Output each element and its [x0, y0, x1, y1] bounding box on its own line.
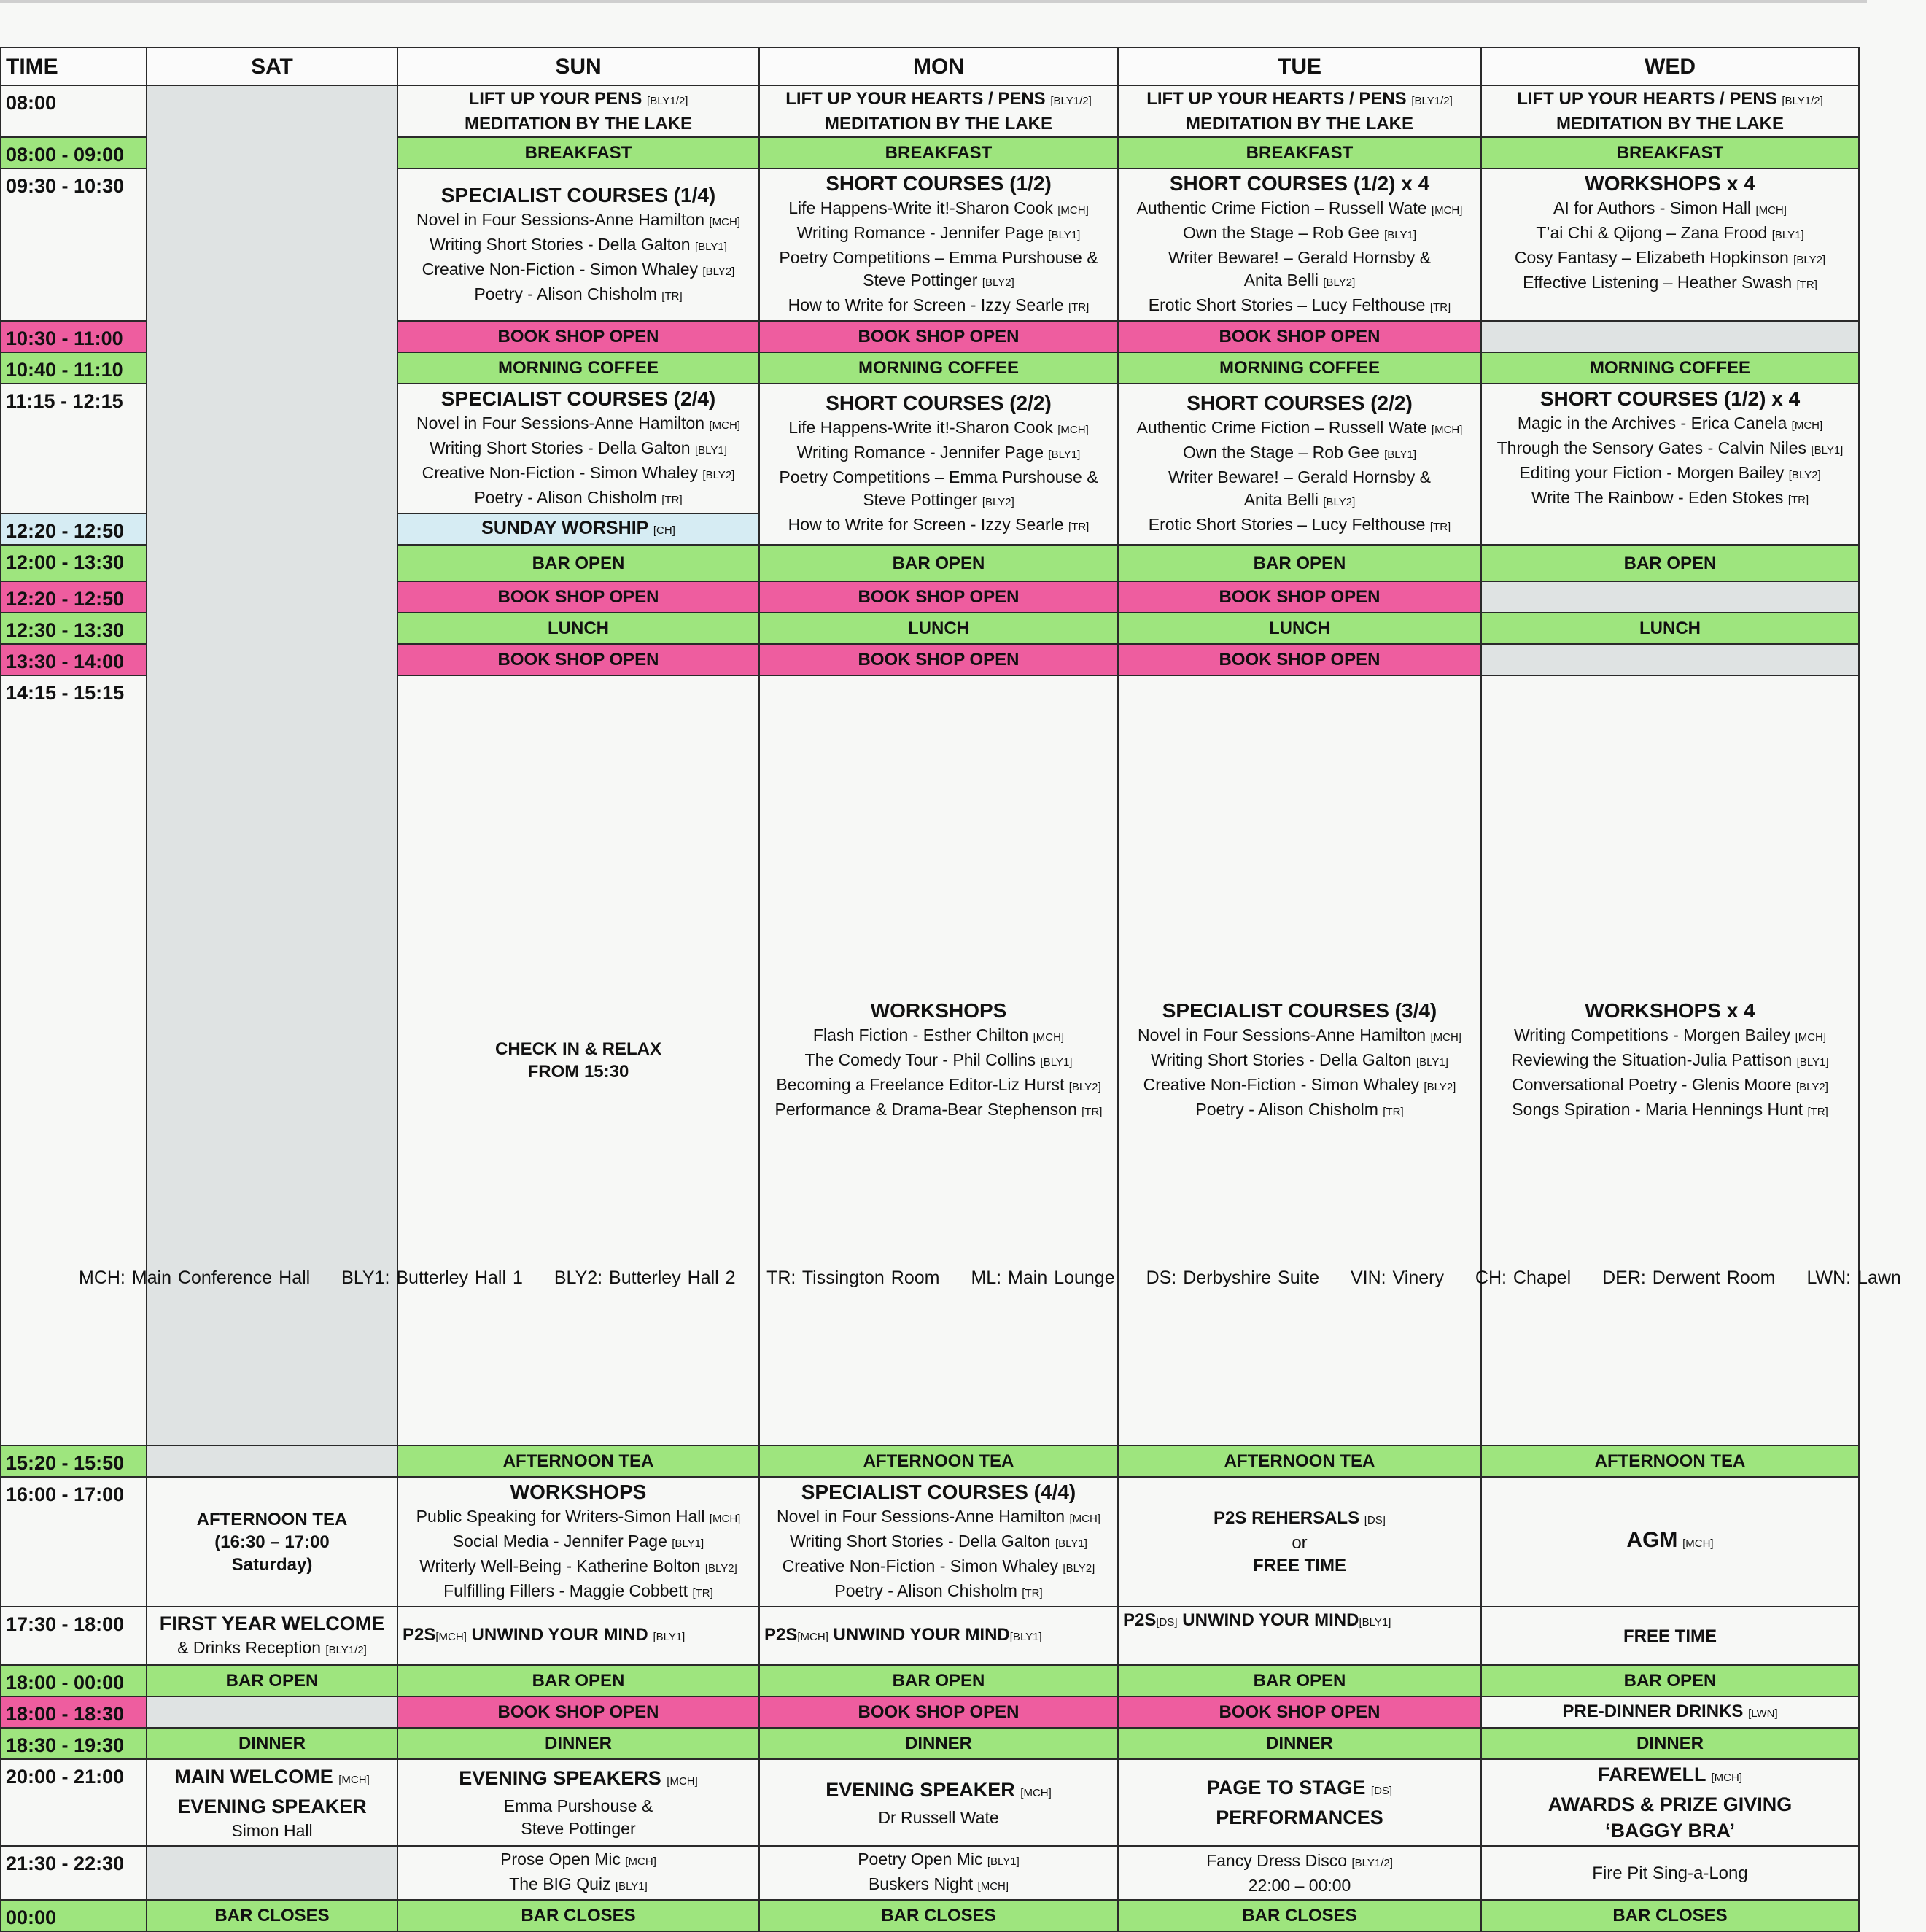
sat-empty-cell	[147, 1846, 397, 1900]
sun-bar-closes: BAR CLOSES	[397, 1900, 759, 1931]
tue-book-shop: BOOK SHOP OPEN	[1118, 644, 1481, 675]
time-cell: 12:00 - 13:30	[1, 545, 147, 581]
sun-spec-2-cell: SPECIALIST COURSES (2/4) Novel in Four Sessions-Anne Hamilton [MCH] Writing Short Stories - Della Galton [BLY1] Creative Non-Fiction - Simon Whaley [BLY2] Poetry - Alison Chisholm [TR]	[397, 384, 759, 513]
wed-pre-dinner-drinks: PRE-DINNER DRINKS [LWN]	[1481, 1696, 1859, 1728]
time-cell: 14:15 - 15:15	[1, 675, 147, 1446]
wed-fire-pit-cell: Fire Pit Sing-a-Long	[1481, 1846, 1859, 1900]
legend-item: BLY1: Butterley Hall 1	[341, 1268, 523, 1288]
wed-free-time-cell: FREE TIME	[1481, 1607, 1859, 1665]
time-cell: 12:20 - 12:50	[1, 581, 147, 613]
mon-afternoon-tea: AFTERNOON TEA	[759, 1446, 1118, 1477]
legend-item: VIN: Vinery	[1350, 1268, 1444, 1288]
wed-bar-open: BAR OPEN	[1481, 545, 1859, 581]
tue-short-1-cell: SHORT COURSES (1/2) x 4 Authentic Crime Fiction – Russell Wate [MCH] Own the Stage – Rob Gee [BLY1] Writer Beware! – Gerald Hornsby & Anita Belli [BLY2] Erotic Short Stories – Lucy Felthouse [TR]	[1118, 168, 1481, 321]
tue-coffee: MORNING COFFEE	[1118, 352, 1481, 384]
time-cell: 21:30 - 22:30	[1, 1846, 147, 1900]
mon-coffee: MORNING COFFEE	[759, 352, 1118, 384]
sun-book-shop: BOOK SHOP OPEN	[397, 581, 759, 613]
legend-item: DER: Derwent Room	[1602, 1268, 1776, 1288]
mon-bar-open: BAR OPEN	[759, 545, 1118, 581]
sun-workshops-2-cell: WORKSHOPS Public Speaking for Writers-Simon Hall [MCH] Social Media - Jennifer Page [BLY1] Writerly Well-Being - Katherine Bolton [BLY2] Fulfilling Fillers - Maggie Cobbett [TR]	[397, 1477, 759, 1607]
tue-bar-open: BAR OPEN	[1118, 545, 1481, 581]
time-cell: 08:00	[1, 85, 147, 137]
mon-lunch: LUNCH	[759, 613, 1118, 644]
sun-afternoon-tea: AFTERNOON TEA	[397, 1446, 759, 1477]
legend-item: LWN: Lawn	[1806, 1268, 1901, 1288]
time-cell: 12:30 - 13:30	[1, 613, 147, 644]
mon-bar-closes: BAR CLOSES	[759, 1900, 1118, 1931]
sat-main-welcome-cell: MAIN WELCOME [MCH] EVENING SPEAKER Simon Hall	[147, 1759, 397, 1846]
sun-evening-speakers-cell: EVENING SPEAKERS [MCH] Emma Purshouse & Steve Pottinger	[397, 1759, 759, 1846]
sun-lunch: LUNCH	[397, 613, 759, 644]
tue-bar-closes: BAR CLOSES	[1118, 1900, 1481, 1931]
time-cell: 15:20 - 15:50	[1, 1446, 147, 1477]
row-0000	[1, 1900, 1859, 1931]
tue-bar-open: BAR OPEN	[1118, 1665, 1481, 1696]
sat-bar-open: BAR OPEN	[147, 1665, 397, 1696]
tue-workshops-cell: WORKSHOPS x 4 Writing Competitions - Morgen Bailey [MCH] Reviewing the Situation-Julia Pattison [BLY1] Conversational Poetry - Glenis Moore [BLY2] Songs Spiration - Maria Hennings Hunt [TR]	[1481, 675, 1859, 1446]
mon-lift-cell: LIFT UP YOUR HEARTS / PENS [BLY1/2] MEDITATION BY THE LAKE	[759, 85, 1118, 137]
legend-item: ML: Main Lounge	[971, 1268, 1115, 1288]
mon-breakfast: BREAKFAST	[759, 137, 1118, 168]
mon-spec-4-cell: SPECIALIST COURSES (4/4) Novel in Four Sessions-Anne Hamilton [MCH] Writing Short Stories - Della Galton [BLY1] Creative Non-Fiction - Simon Whaley [BLY2] Poetry - Alison Chisholm [TR]	[759, 1477, 1118, 1607]
time-cell: 18:30 - 19:30	[1, 1728, 147, 1759]
wed-lift-cell: LIFT UP YOUR HEARTS / PENS [BLY1/2] MEDITATION BY THE LAKE	[1481, 85, 1859, 137]
wed-afternoon-tea: AFTERNOON TEA	[1481, 1446, 1859, 1477]
sun-lift-cell: LIFT UP YOUR PENS [BLY1/2] MEDITATION BY THE LAKE	[397, 85, 759, 137]
row-1730	[1, 1607, 1859, 1665]
tue-lunch: LUNCH	[1118, 613, 1481, 644]
room-legend	[79, 1268, 1926, 1289]
row-2000	[1, 1759, 1859, 1846]
wed-empty-cell	[1481, 321, 1859, 352]
sun-late-cell: Prose Open Mic [MCH] The BIG Quiz [BLY1]	[397, 1846, 759, 1900]
schedule-table	[0, 47, 1860, 1932]
row-1800a	[1, 1665, 1859, 1696]
top-edge	[0, 0, 1867, 3]
mon-dinner: DINNER	[759, 1728, 1118, 1759]
row-1830	[1, 1728, 1859, 1759]
legend-item: TR: Tissington Room	[766, 1268, 940, 1288]
mon-book-shop: BOOK SHOP OPEN	[759, 321, 1118, 352]
time-cell: 10:30 - 11:00	[1, 321, 147, 352]
mon-evening-speaker-cell: EVENING SPEAKER [MCH] Dr Russell Wate	[759, 1759, 1118, 1846]
wed-short-1-cell: SHORT COURSES (1/2) x 4 Magic in the Archives - Erica Canela [MCH] Through the Sensory Gates - Calvin Niles [BLY1] Editing your Fiction - Morgen Bailey [BLY2] Write The Rainbow - Eden Stokes [TR]	[1481, 384, 1859, 545]
sat-check-in-cell: CHECK IN & RELAX FROM 15:30	[397, 675, 759, 1446]
wed-empty-cell	[1481, 581, 1859, 613]
time-cell: 10:40 - 11:10	[1, 352, 147, 384]
row-1800b	[1, 1696, 1859, 1728]
legend-item: MCH: Main Conference Hall	[79, 1268, 311, 1288]
time-cell: 00:00	[1, 1900, 147, 1931]
sat-bar-closes: BAR CLOSES	[147, 1900, 397, 1931]
tue-dinner: DINNER	[1118, 1728, 1481, 1759]
tue-lift-cell: LIFT UP YOUR HEARTS / PENS [BLY1/2] MEDITATION BY THE LAKE	[1118, 85, 1481, 137]
mon-book-shop: BOOK SHOP OPEN	[759, 581, 1118, 613]
row-1600	[1, 1477, 1859, 1607]
tue-page-to-stage-cell: PAGE TO STAGE [DS] PERFORMANCES	[1118, 1759, 1481, 1846]
sun-spec-1-cell: SPECIALIST COURSES (1/4) Novel in Four Sessions-Anne Hamilton [MCH] Writing Short Stories - Della Galton [BLY1] Creative Non-Fiction - Simon Whaley [BLY2] Poetry - Alison Chisholm [TR]	[397, 168, 759, 321]
sat-dinner: DINNER	[147, 1728, 397, 1759]
row-1520	[1, 1446, 1859, 1477]
mon-book-shop: BOOK SHOP OPEN	[759, 644, 1118, 675]
mon-spec-3-cell: SPECIALIST COURSES (3/4) Novel in Four Sessions-Anne Hamilton [MCH] Writing Short Stories - Della Galton [BLY1] Creative Non-Fiction - Simon Whaley [BLY2] Poetry - Alison Chisholm [TR]	[1118, 675, 1481, 1446]
wed-bar-open: BAR OPEN	[1481, 1665, 1859, 1696]
sun-book-shop: BOOK SHOP OPEN	[397, 1696, 759, 1728]
legend-item: DS: Derbyshire Suite	[1146, 1268, 1320, 1288]
wed-agm-cell: AGM [MCH]	[1481, 1477, 1859, 1607]
row-0800	[1, 85, 1859, 137]
header-sat: SAT	[147, 47, 397, 85]
sun-workshops-cell: WORKSHOPS Flash Fiction - Esther Chilton [MCH] The Comedy Tour - Phil Collins [BLY1] Becoming a Freelance Editor-Liz Hurst [BLY2] Performance & Drama-Bear Stephenson [TR]	[759, 675, 1118, 1446]
tue-book-shop: BOOK SHOP OPEN	[1118, 581, 1481, 613]
time-cell: 12:20 - 12:50	[1, 513, 147, 545]
sun-breakfast: BREAKFAST	[397, 137, 759, 168]
header-sun: SUN	[397, 47, 759, 85]
sun-worship: SUNDAY WORSHIP [CH]	[397, 513, 759, 545]
tue-book-shop: BOOK SHOP OPEN	[1118, 1696, 1481, 1728]
time-cell: 18:00 - 00:00	[1, 1665, 147, 1696]
wed-coffee: MORNING COFFEE	[1481, 352, 1859, 384]
mon-short-1-cell: SHORT COURSES (1/2) Life Happens-Write it!-Sharon Cook [MCH] Writing Romance - Jennifer Page [BLY1] Poetry Competitions – Emma Purshouse & Steve Pottinger [BLY2] How to Write for Screen - Izzy Searle [TR]	[759, 168, 1118, 321]
wed-bar-closes: BAR CLOSES	[1481, 1900, 1859, 1931]
sun-bar-open: BAR OPEN	[397, 1665, 759, 1696]
mon-short-2-cell: SHORT COURSES (2/2) Life Happens-Write it!-Sharon Cook [MCH] Writing Romance - Jennifer Page [BLY1] Poetry Competitions – Emma Purshouse & Steve Pottinger [BLY2] How to Write for Screen - Izzy Searle [TR]	[759, 384, 1118, 545]
mon-bar-open: BAR OPEN	[759, 1665, 1118, 1696]
time-cell: 17:30 - 18:00	[1, 1607, 147, 1665]
sat-afternoon-tea-cell: AFTERNOON TEA (16:30 – 17:00 Saturday)	[147, 1477, 397, 1607]
wed-workshops-cell: WORKSHOPS x 4 AI for Authors - Simon Hall [MCH] T’ai Chi & Qijong – Zana Frood [BLY1] Cosy Fantasy – Elizabeth Hopkinson [BLY2] Effective Listening – Heather Swash [TR]	[1481, 168, 1859, 321]
time-cell: 11:15 - 12:15	[1, 384, 147, 513]
sun-unwind-cell: P2S[MCH] UNWIND YOUR MIND [BLY1]	[397, 1607, 759, 1665]
time-cell: 20:00 - 21:00	[1, 1759, 147, 1846]
sat-empty-cell	[147, 85, 397, 1446]
wed-empty-cell	[1481, 644, 1859, 675]
sun-dinner: DINNER	[397, 1728, 759, 1759]
wed-breakfast: BREAKFAST	[1481, 137, 1859, 168]
sat-empty-cell	[147, 1696, 397, 1728]
sun-book-shop: BOOK SHOP OPEN	[397, 321, 759, 352]
mon-late-cell: Poetry Open Mic [BLY1] Buskers Night [MCH]	[759, 1846, 1118, 1900]
sat-first-year-cell: FIRST YEAR WELCOME & Drinks Reception [BLY1/2]	[147, 1607, 397, 1665]
tue-afternoon-tea: AFTERNOON TEA	[1118, 1446, 1481, 1477]
time-cell: 09:30 - 10:30	[1, 168, 147, 321]
tue-book-shop: BOOK SHOP OPEN	[1118, 321, 1481, 352]
sun-book-shop: BOOK SHOP OPEN	[397, 644, 759, 675]
header-row	[1, 47, 1859, 85]
tue-short-2-cell: SHORT COURSES (2/2) Authentic Crime Fiction – Russell Wate [MCH] Own the Stage – Rob Gee [BLY1] Writer Beware! – Gerald Hornsby & Anita Belli [BLY2] Erotic Short Stories – Lucy Felthouse [TR]	[1118, 384, 1481, 545]
mon-unwind-cell: P2S[MCH] UNWIND YOUR MIND[BLY1]	[759, 1607, 1118, 1665]
row-2130	[1, 1846, 1859, 1900]
header-wed: WED	[1481, 47, 1859, 85]
wed-dinner: DINNER	[1481, 1728, 1859, 1759]
time-cell: 08:00 - 09:00	[1, 137, 147, 168]
tue-breakfast: BREAKFAST	[1118, 137, 1481, 168]
tue-p2s-rehearsals-cell: P2S REHERSALS [DS] or FREE TIME	[1118, 1477, 1481, 1607]
legend-item: CH: Chapel	[1475, 1268, 1572, 1288]
tue-unwind-cell: P2S[DS] UNWIND YOUR MIND[BLY1]	[1118, 1607, 1481, 1665]
wed-farewell-cell: FAREWELL [MCH] AWARDS & PRIZE GIVING ‘BAGGY BRA’	[1481, 1759, 1859, 1846]
wed-lunch: LUNCH	[1481, 613, 1859, 644]
sun-bar-open: BAR OPEN	[397, 545, 759, 581]
sun-coffee: MORNING COFFEE	[397, 352, 759, 384]
tue-late-cell: Fancy Dress Disco [BLY1/2] 22:00 – 00:00	[1118, 1846, 1481, 1900]
header-time: TIME	[1, 47, 147, 85]
time-cell: 18:00 - 18:30	[1, 1696, 147, 1728]
time-cell: 16:00 - 17:00	[1, 1477, 147, 1607]
legend-item: BLY2: Butterley Hall 2	[554, 1268, 736, 1288]
time-cell: 13:30 - 14:00	[1, 644, 147, 675]
mon-book-shop: BOOK SHOP OPEN	[759, 1696, 1118, 1728]
header-mon: MON	[759, 47, 1118, 85]
header-tue: TUE	[1118, 47, 1481, 85]
sat-empty-cell	[147, 1446, 397, 1477]
